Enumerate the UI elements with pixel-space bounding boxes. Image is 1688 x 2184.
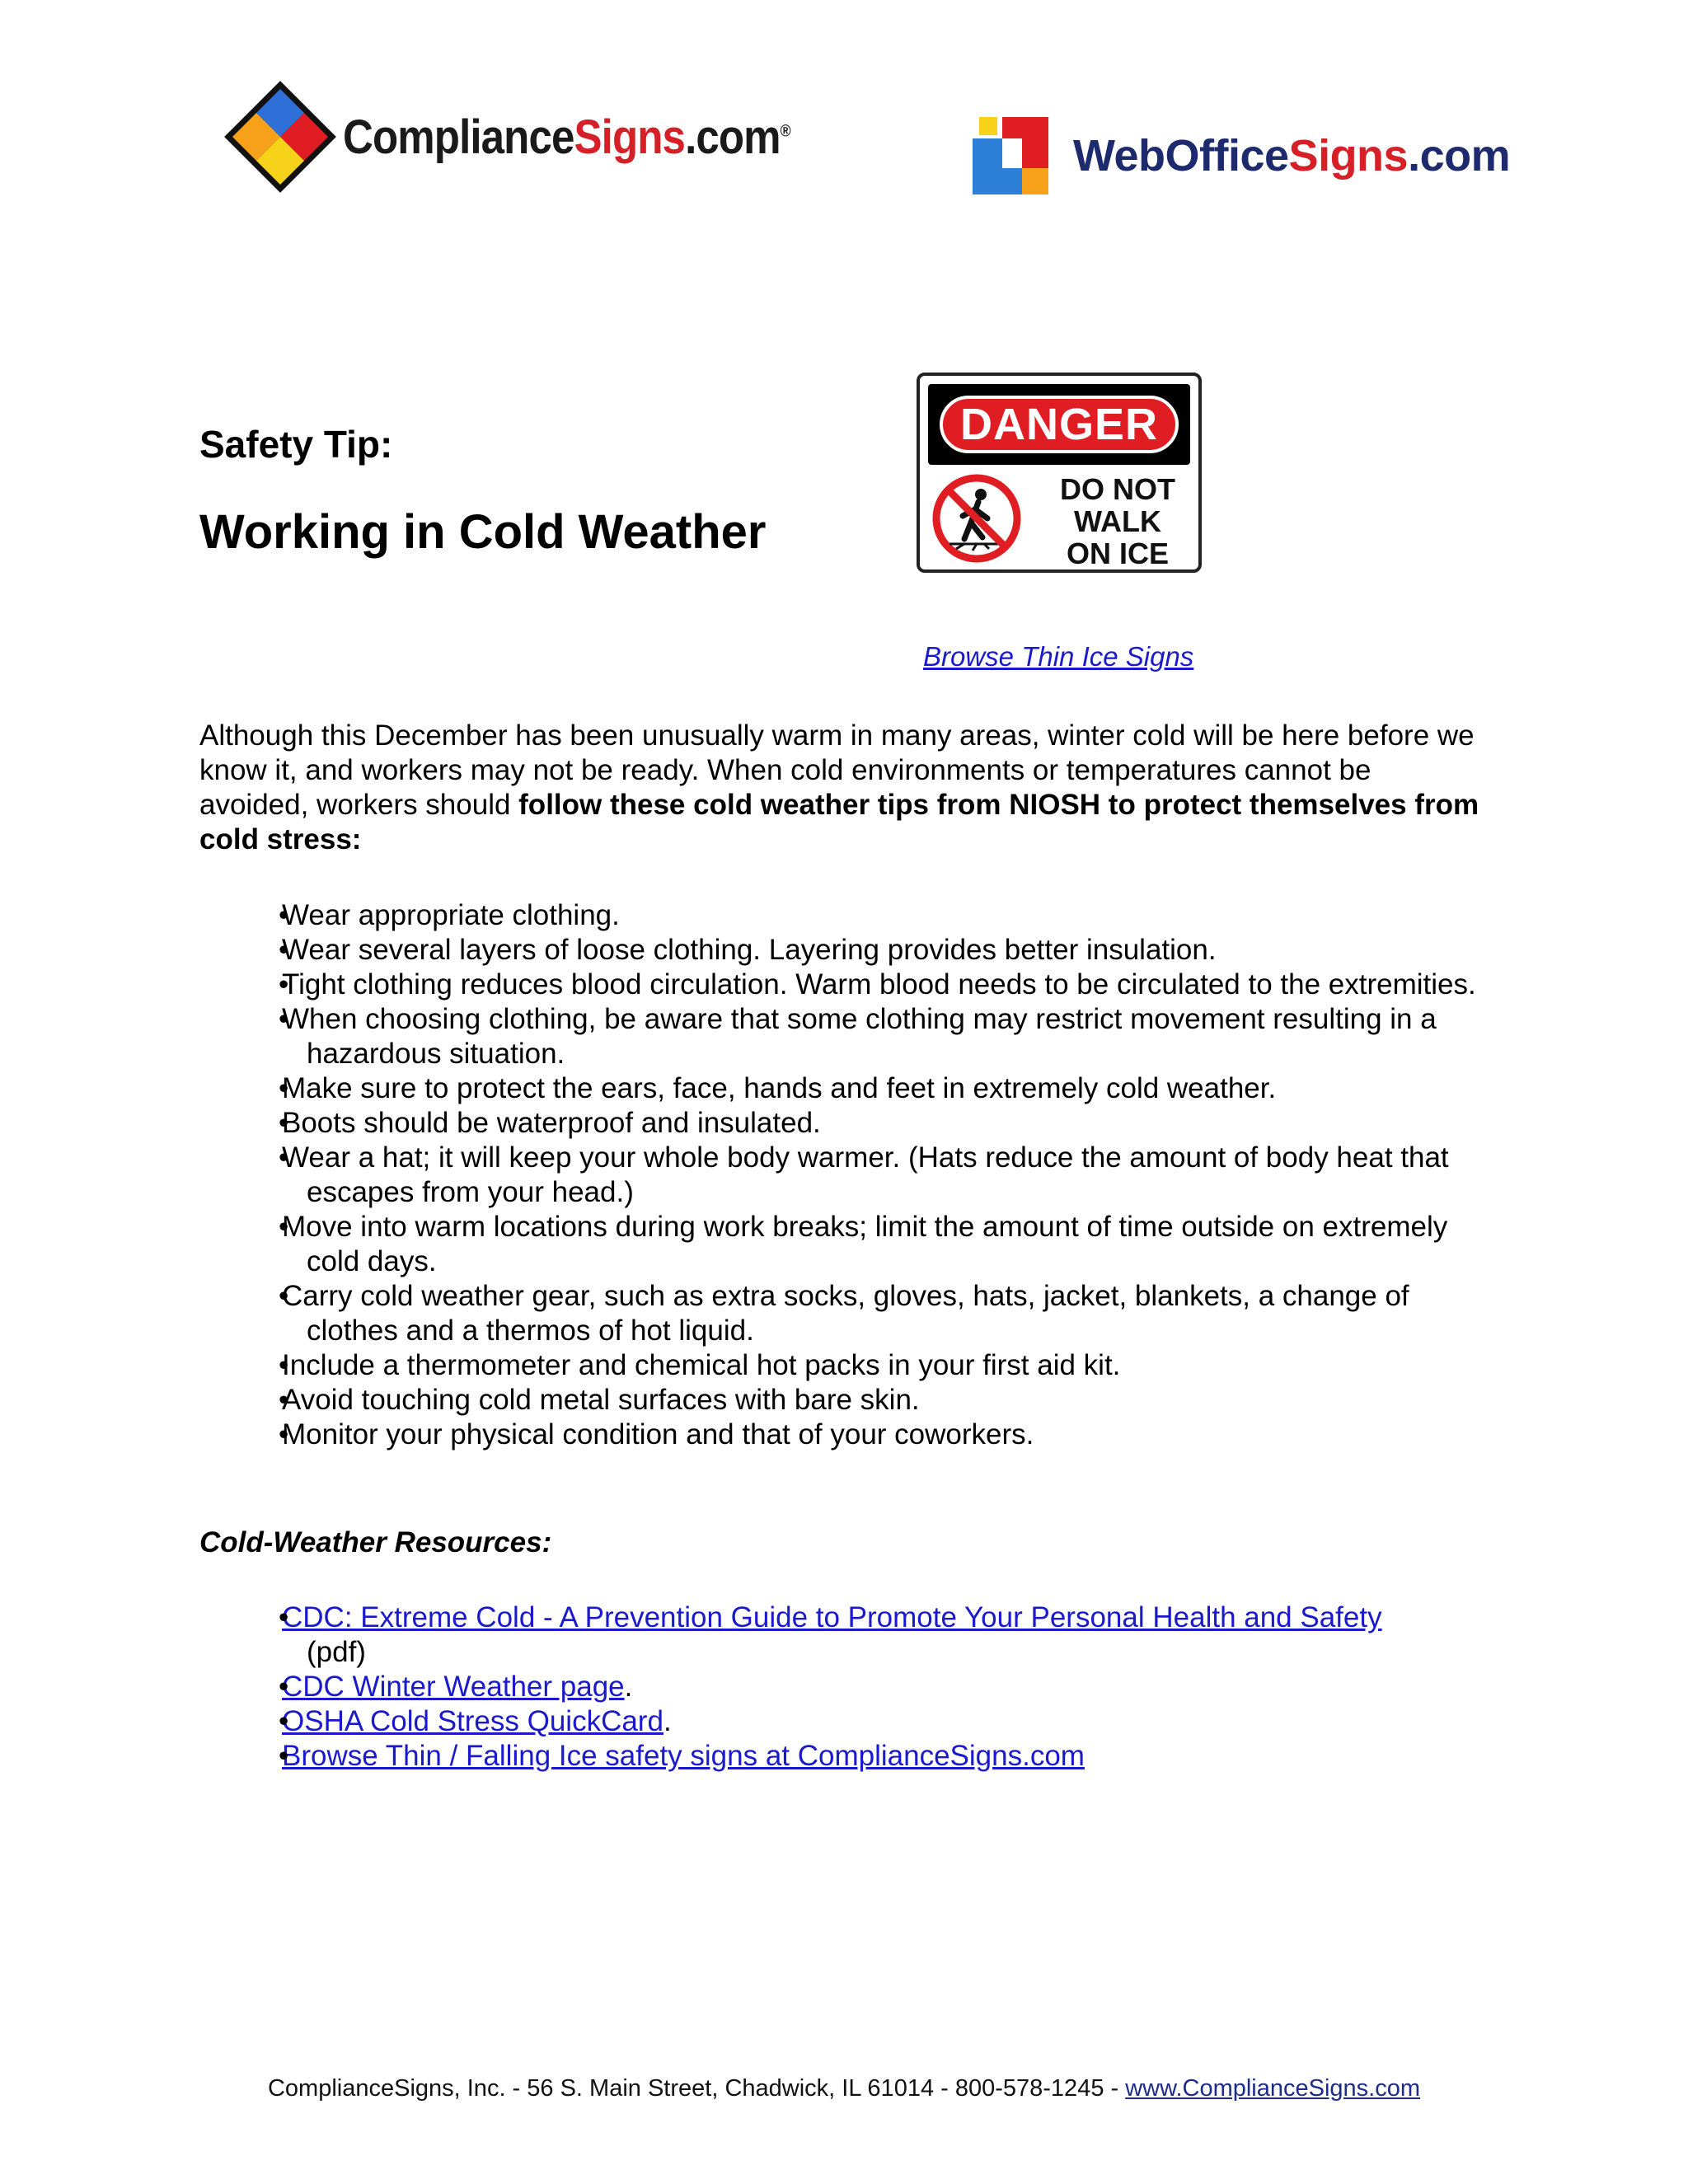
page-title: Working in Cold Weather bbox=[199, 505, 767, 559]
tip-item: • When choosing clothing, be aware that some clothing may restrict movement resulting in a hazardous situation. bbox=[265, 1002, 1502, 1071]
tip-item: • Wear several layers of loose clothing. Layering provides better insulation. bbox=[265, 933, 1502, 968]
sign-text bbox=[1043, 473, 1192, 569]
danger-sign-image bbox=[917, 373, 1202, 573]
intro-bold-text: follow these cold weather tips from NIOSH to protect themselves from cold stress: bbox=[199, 789, 1479, 855]
tip-item: • Move into warm locations during work breaks; limit the amount of time outside on extremely cold days. bbox=[265, 1210, 1502, 1279]
cdc-extreme-cold-guide-link[interactable]: CDC: Extreme Cold - A Prevention Guide to Promote Your Personal Health and Safety bbox=[282, 1601, 1382, 1633]
resource-item bbox=[265, 1601, 1502, 1670]
sign-header-band bbox=[928, 384, 1190, 465]
resource-suffix: . bbox=[624, 1671, 633, 1703]
browse-thin-ice-signs-link[interactable]: Browse Thin Ice Signs bbox=[923, 641, 1194, 672]
tip-item: • Tight clothing reduces blood circulation. Warm blood needs to be circulated to the extremities. bbox=[265, 968, 1502, 1002]
webofficesigns-wordmark: WebOfficeSigns.com bbox=[1073, 131, 1511, 180]
safety-tip-label: Safety Tip: bbox=[199, 423, 393, 466]
compliancesigns-logo[interactable] bbox=[224, 81, 851, 193]
sign-danger-header: DANGER bbox=[940, 396, 1179, 453]
sign-line-3: ON ICE bbox=[1066, 537, 1169, 570]
resource-item bbox=[265, 1670, 1502, 1704]
tip-item: • Monitor your physical condition and that of your coworkers. bbox=[265, 1418, 1502, 1452]
tip-item: • Make sure to protect the ears, face, hands and feet in extremely cold weather. bbox=[265, 1071, 1502, 1106]
webofficesigns-logo[interactable] bbox=[973, 117, 1510, 194]
sign-line-1: DO NOT bbox=[1060, 472, 1175, 506]
tip-item: • Wear a hat; it will keep your whole body warmer. (Hats reduce the amount of body heat that escapes from your head.) bbox=[265, 1141, 1502, 1210]
tip-item: • Carry cold weather gear, such as extra socks, gloves, hats, jacket, blankets, a change of clothes and a thermos of hot liquid. bbox=[265, 1279, 1502, 1348]
squares-logo-icon bbox=[973, 117, 1050, 194]
no-walking-on-ice-icon bbox=[931, 473, 1022, 564]
resource-item bbox=[265, 1739, 1502, 1774]
resources-heading: Cold-Weather Resources: bbox=[199, 1526, 552, 1558]
footer-address: ComplianceSigns, Inc. - 56 S. Main Street, Chadwick, IL 61014 - 800-578-1245 - bbox=[267, 2075, 1126, 2102]
tip-item: • Wear appropriate clothing. bbox=[265, 898, 1502, 933]
cdc-winter-weather-link[interactable]: CDC Winter Weather page bbox=[282, 1671, 625, 1703]
footer-website-link[interactable]: www.ComplianceSigns.com bbox=[1125, 2075, 1421, 2102]
intro-text: Although this December has been unusually warm in many areas, winter cold will be here before we know it, and workers may not be ready. When cold environments or temperatures cannot be avoided, workers should bbox=[199, 719, 1475, 821]
cold-weather-tips-list bbox=[265, 898, 1502, 1452]
compliancesigns-wordmark: ComplianceSigns.com® bbox=[343, 110, 790, 164]
resource-item bbox=[265, 1704, 1502, 1739]
diamond-logo-icon bbox=[224, 81, 336, 193]
tip-item: • Avoid touching cold metal surfaces with bare skin. bbox=[265, 1383, 1502, 1418]
resource-pdf-note: (pdf) bbox=[307, 1636, 366, 1668]
resources-list bbox=[265, 1601, 1502, 1774]
tip-item: • Boots should be waterproof and insulated. bbox=[265, 1106, 1502, 1141]
resource-suffix: . bbox=[663, 1705, 672, 1737]
page-footer bbox=[0, 2075, 1688, 2102]
intro-paragraph bbox=[199, 719, 1485, 857]
osha-cold-stress-quickcard-link[interactable]: OSHA Cold Stress QuickCard bbox=[282, 1705, 663, 1737]
browse-falling-ice-signs-link[interactable]: Browse Thin / Falling Ice safety signs at ComplianceSigns.com bbox=[282, 1740, 1085, 1772]
tip-item: • Include a thermometer and chemical hot packs in your first aid kit. bbox=[265, 1348, 1502, 1383]
sign-line-2: WALK bbox=[1074, 504, 1161, 538]
